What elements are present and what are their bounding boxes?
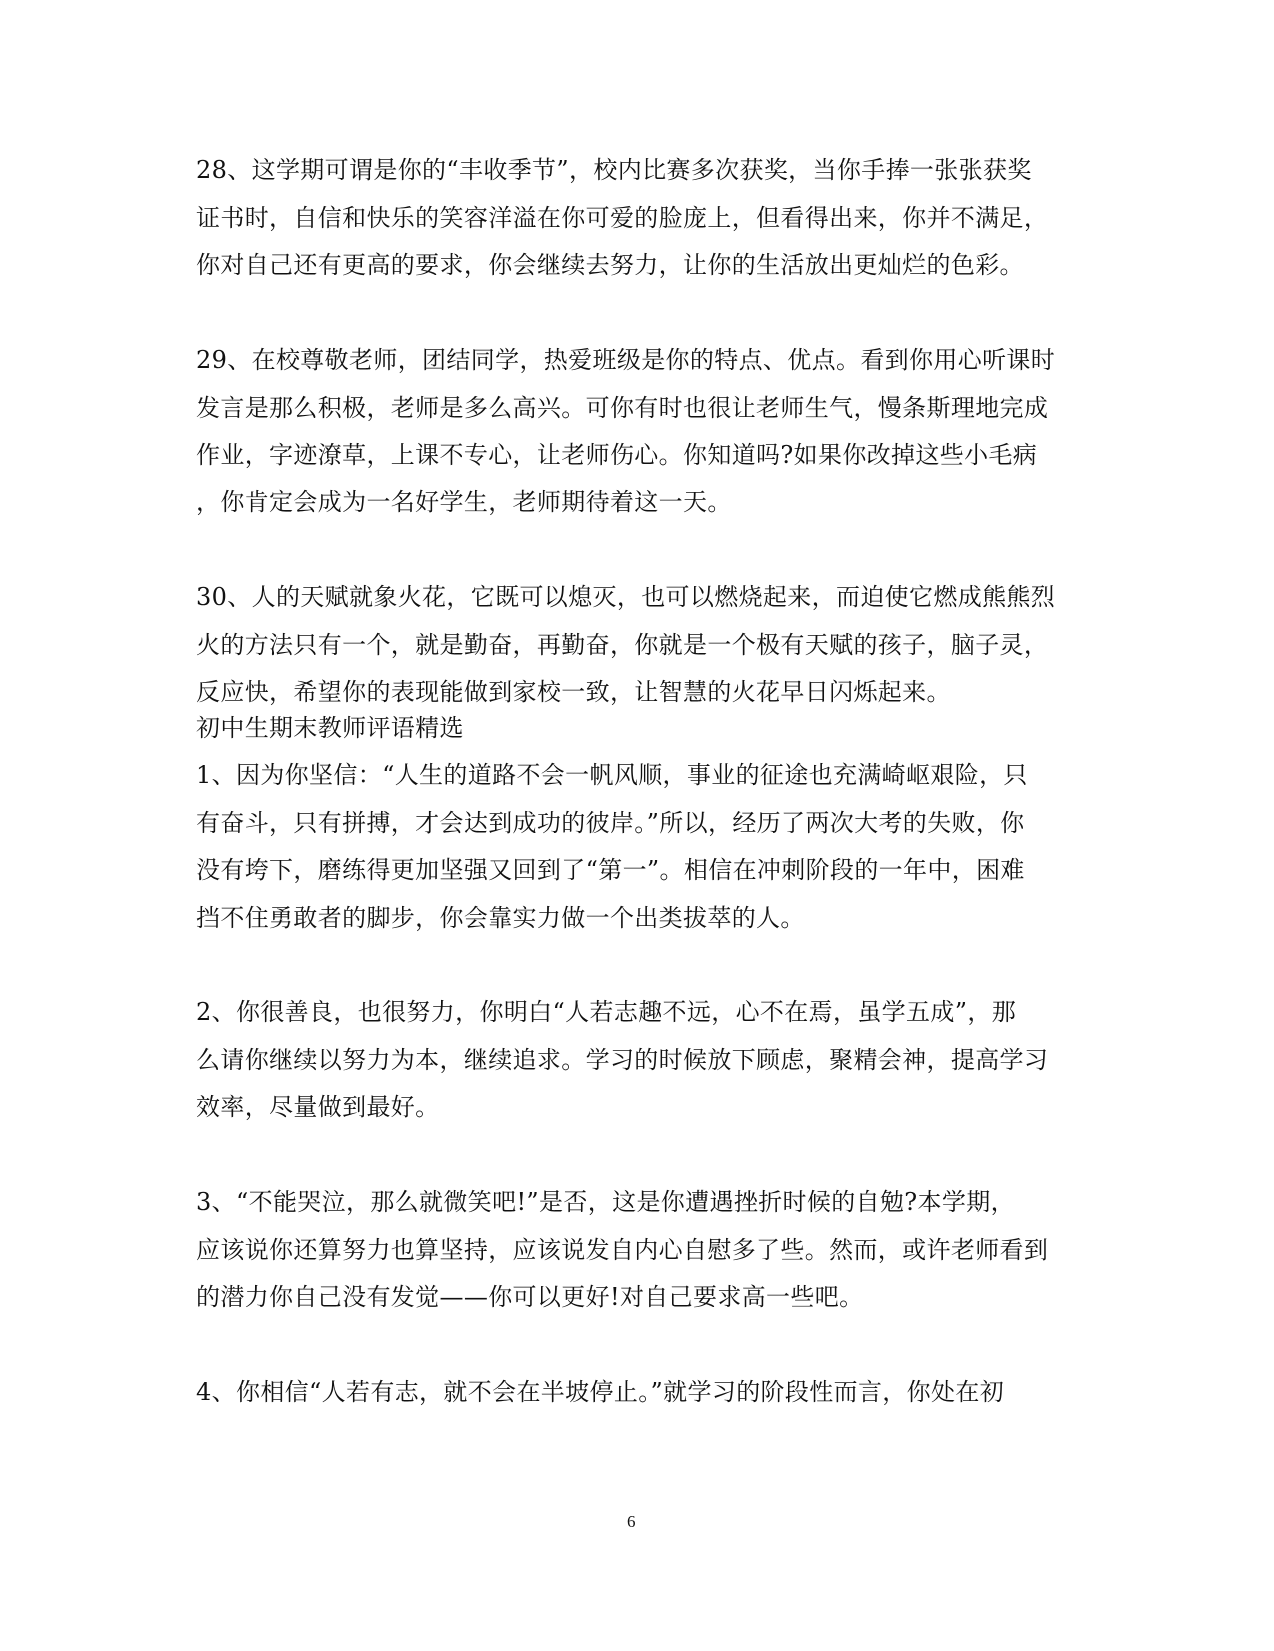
paragraph-30-line-3: 反应快，希望你的表现能做到家校一致，让智慧的火花早日闪烁起来。 (196, 678, 951, 706)
paragraph-3-line-3: 的潜力你自己没有发觉——你可以更好!对自己要求高一些吧。 (196, 1283, 864, 1311)
paragraph-4-line-1: 4、你相信“人若有志，就不会在半坡停止。”就学习的阶段性而言，你处在初 (196, 1378, 1005, 1406)
paragraph-30-line-2: 火的方法只有一个，就是勤奋，再勤奋，你就是一个极有天赋的孩子，脑子灵， (196, 631, 1049, 659)
page-number: 6 (627, 1512, 636, 1531)
paragraph-29-line-2: 发言是那么积极，老师是多么高兴。可你有时也很让老师生气，慢条斯理地完成 (196, 394, 1049, 422)
paragraph-1-line-4: 挡不住勇敢者的脚步，你会靠实力做一个出类拔萃的人。 (196, 904, 805, 932)
paragraph-28-line-1: 28、这学期可谓是你的“丰收季节”，校内比赛多次获奖，当你手捧一张张获奖 (196, 156, 1032, 184)
paragraph-1-line-1: 1、因为你坚信：“人生的道路不会一帆风顺，事业的征途也充满崎岖艰险，只 (196, 761, 1028, 789)
paragraph-1-line-3: 没有垮下，磨练得更加坚强又回到了“第一”。相信在冲刺阶段的一年中，困难 (196, 856, 1025, 884)
paragraph-3-line-2: 应该说你还算努力也算坚持，应该说发自内心自慰多了些。然而，或许老师看到 (196, 1236, 1049, 1264)
paragraph-29-line-3: 作业，字迹潦草，上课不专心，让老师伤心。你知道吗?如果你改掉这些小毛病 (196, 441, 1038, 469)
paragraph-2-line-3: 效率，尽量做到最好。 (196, 1093, 440, 1121)
paragraph-28-line-3: 你对自己还有更高的要求，你会继续去努力，让你的生活放出更灿烂的色彩。 (196, 251, 1024, 279)
paragraph-3-line-1: 3、“不能哭泣，那么就微笑吧!”是否，这是你遭遇挫折时候的自勉?本学期， (196, 1188, 1015, 1216)
paragraph-2-line-2: 么请你继续以努力为本，继续追求。学习的时候放下顾虑，聚精会神，提高学习 (196, 1046, 1049, 1074)
paragraph-29-line-1: 29、在校尊敬老师，团结同学，热爱班级是你的特点、优点。看到你用心听课时 (196, 346, 1056, 374)
paragraph-2-line-1: 2、你很善良，也很努力，你明白“人若志趣不远，心不在焉，虽学五成”，那 (196, 998, 1017, 1026)
paragraph-30-line-1: 30、人的天赋就象火花，它既可以熄灭，也可以燃烧起来，而迫使它燃成熊熊烈 (196, 583, 1056, 611)
paragraph-28-line-2: 证书时，自信和快乐的笑容洋溢在你可爱的脸庞上，但看得出来，你并不满足， (196, 204, 1049, 232)
section-heading: 初中生期末教师评语精选 (196, 714, 464, 742)
paragraph-1-line-2: 有奋斗，只有拼搏，才会达到成功的彼岸。”所以，经历了两次大考的失败，你 (196, 809, 1025, 837)
paragraph-29-line-4: ，你肯定会成为一名好学生，老师期待着这一天。 (196, 488, 732, 516)
